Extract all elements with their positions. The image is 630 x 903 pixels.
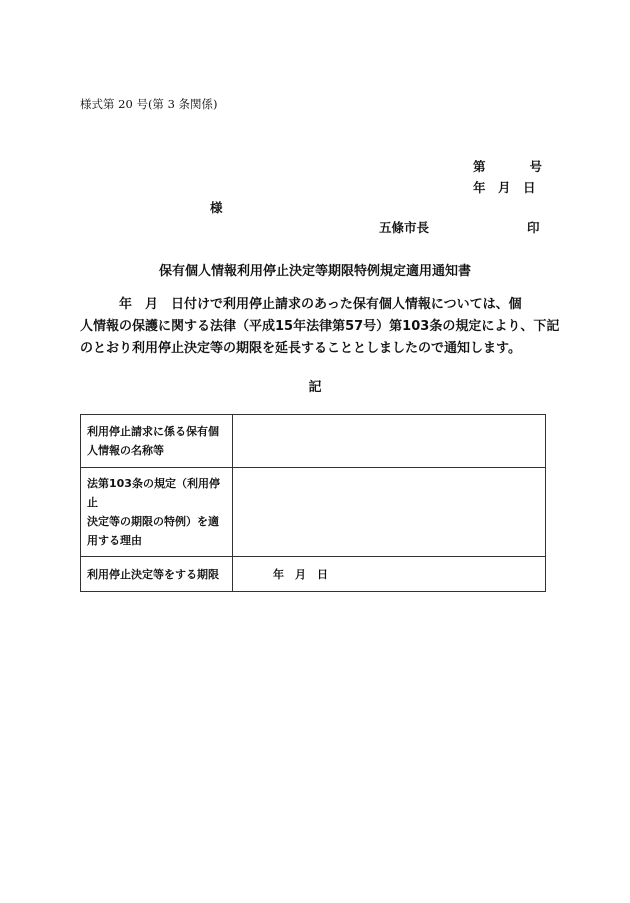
issue-date: 年 月 日: [473, 180, 536, 195]
notice-body-line-3: のとおり利用停止決定等の期限を延長することとしましたので通知します。: [80, 341, 521, 356]
row1-label-line-1: 利用停止請求に係る保有個: [87, 425, 219, 438]
number-suffix: 号: [529, 159, 543, 174]
table-row: [81, 557, 546, 592]
seal-mark: 印: [527, 220, 540, 235]
row1-label-line-2: 人情報の名称等: [87, 444, 164, 457]
table-value-cell[interactable]: [233, 415, 546, 468]
form-number-label: 様式第 20 号(第 3 条関係): [80, 97, 218, 111]
details-table: [80, 414, 546, 592]
notice-body-line-1: 年 月 日付けで利用停止請求のあった保有個人情報については、個: [80, 297, 522, 312]
row2-label-line-1: 法第103条の規定（利用停止: [87, 477, 220, 509]
ki-heading: 記: [308, 380, 322, 395]
row2-label-line-2: 決定等の期限の特例）を適: [87, 515, 219, 528]
addressee-honorific: 様: [210, 200, 223, 215]
table-label-cell: [81, 415, 233, 468]
table-value-cell[interactable]: [233, 468, 546, 557]
document-number: [473, 157, 542, 175]
notice-body-line-2: 人情報の保護に関する法律（平成15年法律第57号）第103条の規定により、下記: [80, 319, 560, 334]
table-row: [81, 415, 546, 468]
deadline-date-cell[interactable]: 年 月 日: [233, 557, 546, 592]
document-title: 保有個人情報利用停止決定等期限特例規定適用通知書: [158, 264, 471, 279]
table-row: [81, 468, 546, 557]
table-label-cell: [81, 468, 233, 557]
number-prefix: 第: [473, 159, 486, 174]
sender-name: 五條市長: [379, 220, 430, 235]
row2-label-line-3: 用する理由: [87, 534, 142, 547]
notice-body: [80, 294, 560, 360]
table-label-cell: 利用停止決定等をする期限: [81, 557, 233, 592]
